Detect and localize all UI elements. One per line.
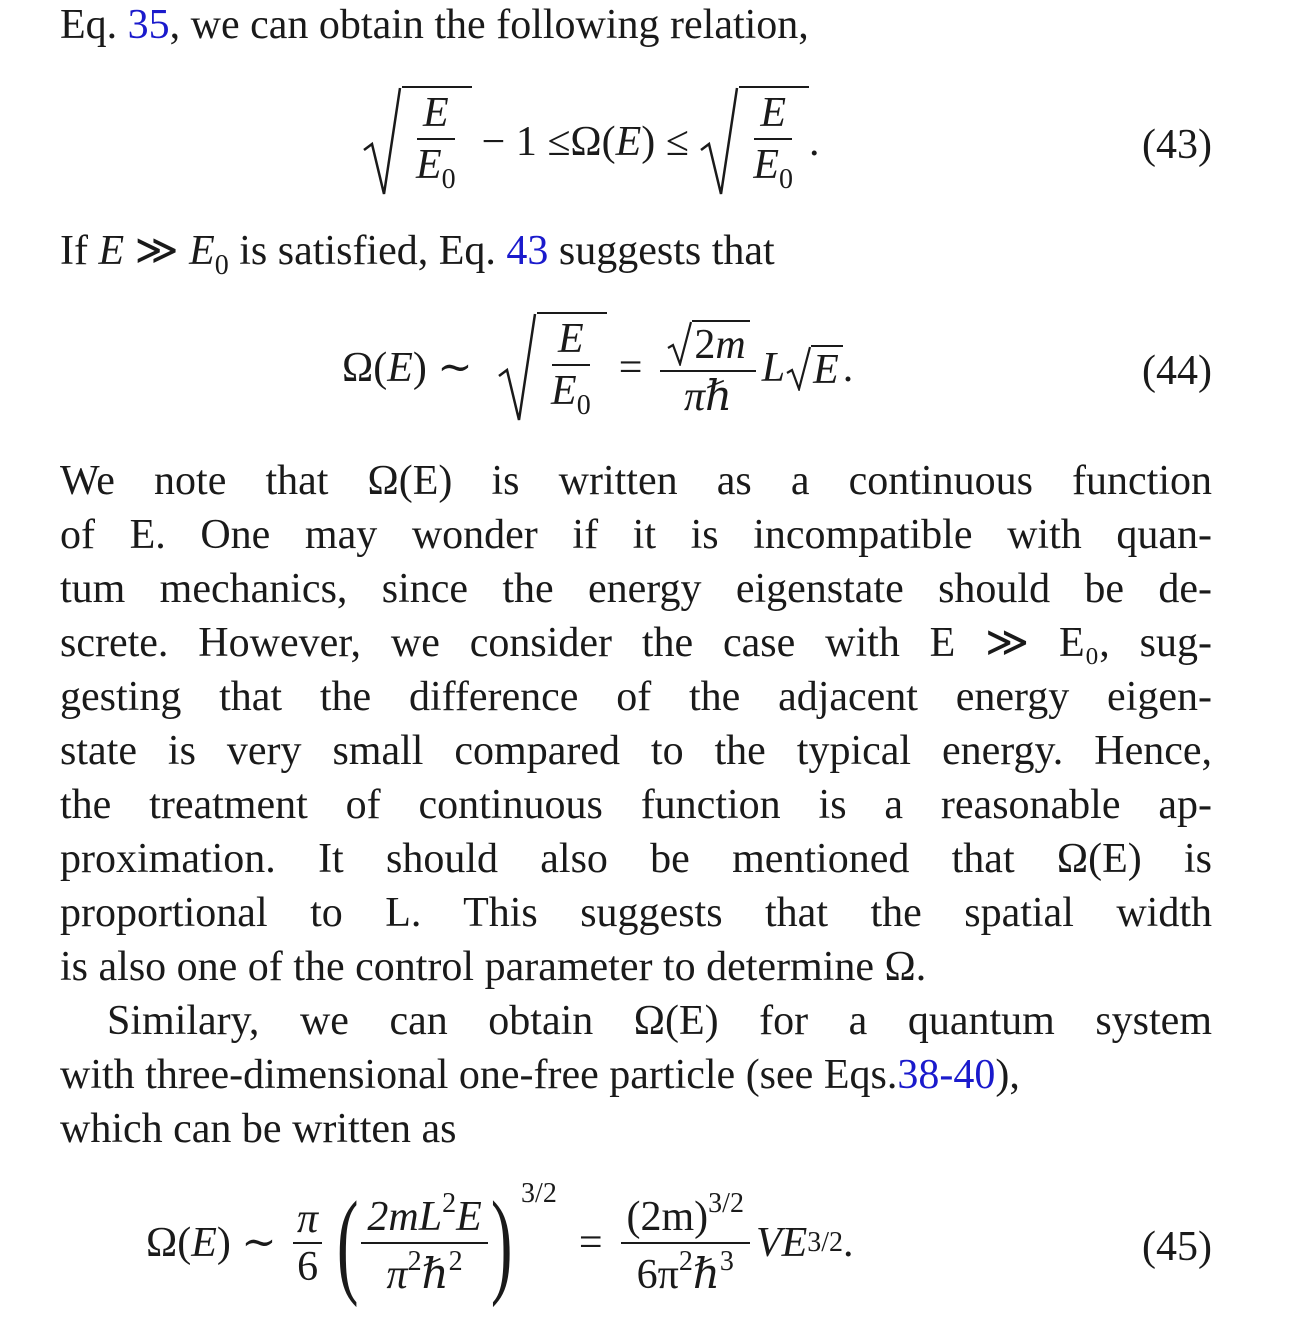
numerator <box>660 318 755 371</box>
hbar: ℏ <box>705 373 733 420</box>
period: . <box>843 1220 854 1266</box>
equation-43-body <box>362 82 819 202</box>
denominator <box>678 372 738 418</box>
var-E: E <box>760 90 786 136</box>
superscript: 2 <box>442 1188 457 1219</box>
digit: 6 <box>297 1244 319 1290</box>
var-E: E <box>456 1194 482 1240</box>
sqrt-symbol <box>666 320 749 366</box>
text-span: If <box>60 228 99 274</box>
equation-link-40[interactable]: 40 <box>953 1052 996 1098</box>
sqrt-symbol <box>785 345 843 391</box>
text-line <box>60 224 1212 293</box>
fraction <box>660 318 755 420</box>
equation-45 <box>60 1178 1212 1308</box>
text-line: is also one of the control parameter to determine Ω. <box>60 944 927 990</box>
subscript: 0 <box>441 164 456 195</box>
subscript: 0 <box>778 164 793 195</box>
var-E: E <box>558 316 584 362</box>
radical-sign <box>497 312 537 424</box>
text-line: gesting that the difference of the adjacent energy eigen- <box>60 674 1212 720</box>
equation-link-38[interactable]: 38 <box>897 1052 940 1098</box>
denominator <box>410 140 462 194</box>
superscript: 3/2 <box>708 1188 744 1219</box>
numerator <box>293 1198 322 1244</box>
var-V: V <box>755 1220 782 1266</box>
hbar: ℏ <box>692 1252 720 1298</box>
left-paren: ( <box>336 1177 359 1308</box>
omega: Ω( <box>342 345 388 391</box>
equation-43 <box>60 82 1212 202</box>
var-E0: E <box>189 228 215 274</box>
radicand <box>811 345 843 391</box>
equation-44 <box>60 308 1212 428</box>
radicand <box>402 86 472 198</box>
operator: ) ∼ <box>412 345 484 391</box>
numerator <box>754 92 792 140</box>
radicand <box>739 86 809 198</box>
text-span: with three-dimensional one-free particle (see Eqs. <box>60 1052 898 1098</box>
superscript: 2 <box>678 1246 693 1277</box>
radical-sign <box>699 86 739 198</box>
equals: = <box>578 1220 603 1266</box>
text-line: Similary, we can obtain Ω(E) for a quantum system <box>107 998 1212 1044</box>
superscript: 3/2 <box>807 1227 844 1258</box>
var-E: E <box>191 1220 217 1266</box>
var-E0: E <box>416 142 442 188</box>
equation-link-35[interactable]: 35 <box>127 2 170 48</box>
denominator <box>293 1244 322 1288</box>
var-E: E <box>813 347 839 393</box>
text-line <box>60 1048 1212 1102</box>
operator: ≤ <box>655 119 700 165</box>
text-line: proportional to L. This suggests that the spatial width <box>60 890 1212 936</box>
radical-sign <box>362 86 402 198</box>
text-line: screte. However, we consider the case with E ≫ E₀, sug- <box>60 620 1212 666</box>
fraction <box>747 92 799 194</box>
term: (2m) <box>626 1194 709 1240</box>
fraction <box>293 1198 322 1288</box>
paren: ) <box>641 119 656 165</box>
var-L: L <box>761 345 786 391</box>
var-E: E <box>98 228 125 274</box>
text-span: ), <box>995 1052 1020 1098</box>
equation-45-body <box>146 1178 854 1308</box>
denominator <box>747 140 799 194</box>
radicand <box>537 312 607 424</box>
subscript: 0 <box>214 250 229 281</box>
denominator <box>631 1244 740 1296</box>
text-line: which can be written as <box>60 1106 457 1152</box>
fraction <box>621 1190 750 1296</box>
var-E0: E <box>551 368 577 414</box>
text-span: - <box>939 1052 954 1098</box>
pi: π <box>684 373 706 420</box>
numerator <box>361 1190 487 1244</box>
text-span: , we can obtain the following relation, <box>169 2 809 48</box>
fraction <box>410 92 462 194</box>
denominator <box>545 366 597 420</box>
equation-number: (44) <box>1142 348 1212 394</box>
fraction <box>545 318 597 420</box>
superscript: 3/2 <box>521 1178 557 1209</box>
sqrt-symbol <box>362 86 472 198</box>
operator: − 1 ≤ <box>481 119 571 165</box>
text-line: proximation. It should also be mentioned that Ω(E) is <box>60 836 1212 882</box>
var-E: E <box>423 90 449 136</box>
term: 6π <box>636 1252 679 1298</box>
text-line: state is very small compared to the typical energy. Hence, <box>60 728 1212 774</box>
radicand <box>692 320 749 366</box>
superscript: 3 <box>719 1246 734 1277</box>
denominator <box>381 1244 469 1296</box>
var-E: E <box>781 1220 808 1266</box>
numerator <box>552 318 590 366</box>
omega: Ω( <box>570 119 616 165</box>
term: 2mL <box>367 1194 443 1240</box>
equation-44-body <box>342 308 853 428</box>
sqrt-symbol <box>699 86 809 198</box>
equals: = <box>618 345 643 391</box>
period: . <box>842 345 854 391</box>
text-span: suggests that <box>548 228 775 274</box>
superscript: 2 <box>448 1246 463 1277</box>
text-line <box>60 0 1212 52</box>
text-line: We note that Ω(E) is written as a continuous function <box>60 458 1212 504</box>
equation-link-43[interactable]: 43 <box>506 228 549 274</box>
digit: 2 <box>694 321 716 368</box>
equation-number: (43) <box>1142 122 1212 168</box>
superscript: 2 <box>407 1246 422 1277</box>
radical-sign <box>666 320 692 366</box>
var-E: E <box>387 345 413 391</box>
text-line: tum mechanics, since the energy eigenstate should be de- <box>60 566 1212 612</box>
subscript: 0 <box>576 390 591 421</box>
text-line: of E. One may wonder if it is incompatible with quan- <box>60 512 1212 558</box>
numerator <box>417 92 455 140</box>
fraction <box>361 1190 487 1296</box>
radical-sign <box>785 345 811 391</box>
var-E0: E <box>753 142 779 188</box>
hbar: ℏ <box>421 1252 449 1298</box>
numerator <box>621 1190 750 1244</box>
equation-number: (45) <box>1142 1224 1212 1270</box>
var-E: E <box>615 119 642 165</box>
operator: ≫ <box>124 228 190 274</box>
pi: π <box>386 1252 408 1298</box>
text-span: is satisfied, Eq. <box>228 228 507 274</box>
operator: ) ∼ <box>216 1220 288 1266</box>
pi: π <box>297 1196 319 1242</box>
omega: Ω( <box>146 1220 192 1266</box>
right-paren: ) <box>490 1177 513 1308</box>
text-line: the treatment of continuous function is a reasonable ap- <box>60 782 1212 828</box>
text-span: Eq. <box>60 2 128 48</box>
var-m: m <box>715 321 746 368</box>
sqrt-symbol <box>497 312 607 424</box>
period: . <box>808 119 820 165</box>
